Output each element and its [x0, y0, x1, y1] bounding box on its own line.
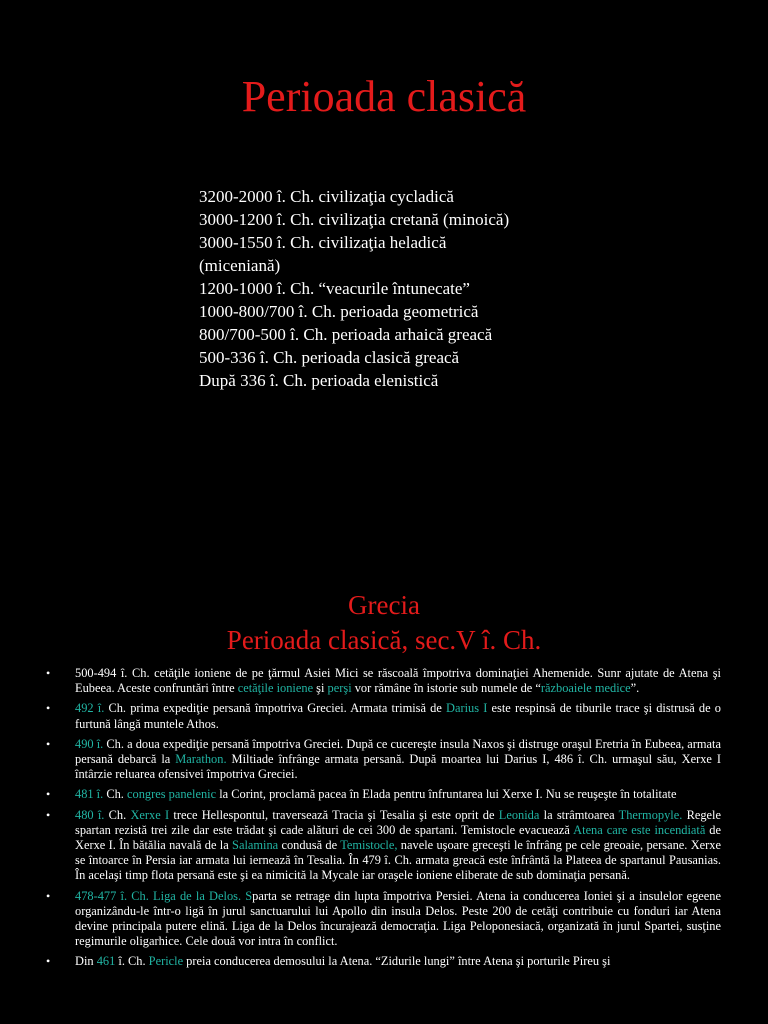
- item-text: parta se retrage din lupta împotriva Persiei. Atena ia conducerea Ioniei şi a insulelor egeene organizându-le într-o ligă în jurul sanctuarului lui Apollo din insula Delos. Peste 200 de cetăţi contribuie cu fonduri iar Atena devine principala putere elină. Liga de la Delos încurajează democraţia. Liga Peloponesiacă, organizată în jurul Spartei, susţine regimurile oligarhice. Cele două vor intra în conflict.: [75, 888, 721, 949]
- highlighted-text: Darius I: [446, 701, 488, 716]
- item-text: vor rămâne în istorie sub numele de “: [351, 681, 541, 696]
- item-text: Din: [75, 954, 97, 969]
- item-text: 500-494 î. Ch. cetăţile ioniene de pe ţărmul Asiei Mici se răscoală împotriva dominaţiei Ahemenide. Sunr ajutate de Atena şi Eubeea. Aceste confruntări între: [75, 666, 721, 696]
- events-list: [46, 666, 721, 975]
- highlighted-text: Thermopyle.: [618, 807, 683, 822]
- highlighted-text: războaiele medice: [540, 681, 631, 696]
- section-title: Grecia: [348, 590, 420, 620]
- section-subtitle: Perioada clasică, sec.V î. Ch.: [226, 625, 542, 655]
- timeline-line: 1200-1000 î. Ch. “veacurile întunecate”: [199, 279, 470, 298]
- item-text: şi: [313, 681, 328, 696]
- highlighted-text: 490 î.: [75, 736, 104, 751]
- highlighted-text: Salamina: [232, 838, 279, 853]
- item-text: Ch.: [104, 807, 131, 822]
- highlighted-text: perşi: [327, 681, 352, 696]
- item-text: de Xerxe I. În bătălia navală de la: [75, 822, 721, 853]
- item-text: ”.: [630, 681, 640, 696]
- timeline-line: 800/700-500 î. Ch. perioada arhaică greacă: [199, 325, 493, 344]
- item-text: Ch. a doua expediţie persană împotriva Greciei. După ce cucereşte insula Naxos şi distruge oraşul Eretria în Eubeea, armata persană debarcă la: [75, 736, 721, 767]
- bullet-icon: •: [46, 807, 51, 822]
- item-text: î. Ch.: [115, 954, 149, 969]
- timeline-line: 500-336 î. Ch. perioada clasică greacă: [199, 348, 460, 367]
- highlighted-text: Atena care este incendiată: [573, 822, 706, 837]
- highlighted-text: Marathon.: [175, 752, 227, 767]
- timeline-line: 3000-1200 î. Ch. civilizaţia cretană (minoică): [199, 210, 510, 229]
- timeline-line: 3000-1550 î. Ch. civilizaţia heladică: [199, 233, 447, 252]
- highlighted-text: Temistocle,: [340, 838, 398, 853]
- highlighted-text: 461: [96, 954, 116, 969]
- item-text: preia conducerea demosului la Atena. “Zidurile lungi” între Atena şi porturile Pireu şi: [183, 954, 611, 969]
- timeline-line: 1000-800/700 î. Ch. perioada geometrică: [199, 302, 479, 321]
- highlighted-text: Pericle: [148, 954, 184, 969]
- item-text: Ch.: [103, 787, 127, 802]
- list-item: [46, 737, 721, 783]
- item-text: Regele spartan rezistă trei zile dar este trădat şi cade alături de cei 300 de spartani. Temistocle evacuează: [75, 807, 721, 837]
- timeline-line: 3200-2000 î. Ch. civilizaţia cycladică: [199, 187, 454, 206]
- slide-title: Perioada clasică: [241, 72, 527, 121]
- item-text: navele uşoare greceşti le înfrâng pe cele greoaie, persane. Xerxe se întoarce în Persia iar armata lui iernează în Tesalia. În 479 î. Ch. armata greacă este înfrântă la Plateea de spartanul Pausanias. În acelaşi timp flota persană este şi ea nimicită la Mycale iar oraşele ioniene eliberate de sub dominaţia persană.: [75, 838, 721, 883]
- list-item: [46, 787, 721, 802]
- item-text: trece Hellespontul, traversează Tracia şi Tesalia şi este oprit de: [169, 807, 499, 822]
- highlighted-text: 478-477 î. Ch. Liga de la Delos. S: [75, 888, 253, 903]
- highlighted-text: 492 î.: [75, 701, 105, 716]
- list-item: [46, 889, 721, 950]
- list-item: [46, 701, 721, 731]
- item-text: Ch. prima expediţie persană împotriva Greciei. Armata trimisă de: [104, 701, 447, 716]
- item-text: la Corint, proclamă pacea în Elada pentru înfruntarea lui Xerxe I. Nu se reuşeşte în totalitate: [216, 787, 677, 802]
- bullet-icon: •: [46, 736, 51, 751]
- timeline-line: (miceniană): [199, 256, 281, 275]
- highlighted-text: congres panelenic: [127, 787, 217, 802]
- item-text: Miltiade înfrânge armata persană. După moartea lui Darius I, 486 î. Ch. urmaşul său, Xerxe I întârzie reluarea ofensivei împotriva Greciei.: [75, 752, 722, 782]
- highlighted-text: Xerxe I: [130, 807, 170, 822]
- list-item: [46, 666, 721, 696]
- item-text: condusă de: [278, 838, 341, 853]
- highlighted-text: Leonida: [498, 807, 540, 822]
- highlighted-text: 480 î.: [75, 807, 105, 822]
- bullet-icon: •: [46, 888, 51, 903]
- item-text: este respinsă de tiburile trace şi distrusă de o furtună lângă muntele Athos.: [75, 701, 721, 731]
- bullet-icon: •: [46, 701, 51, 716]
- item-text: la strâmtoarea: [539, 807, 619, 822]
- bullet-icon: •: [46, 666, 51, 680]
- timeline-line: După 336 î. Ch. perioada elenistică: [199, 371, 439, 390]
- bullet-icon: •: [46, 954, 51, 969]
- list-item: [46, 808, 721, 884]
- highlighted-text: 481 î.: [75, 787, 104, 802]
- timeline-list: [199, 185, 619, 392]
- list-item: [46, 954, 721, 969]
- bullet-icon: •: [46, 787, 51, 802]
- highlighted-text: cetăţile ioniene: [237, 681, 314, 696]
